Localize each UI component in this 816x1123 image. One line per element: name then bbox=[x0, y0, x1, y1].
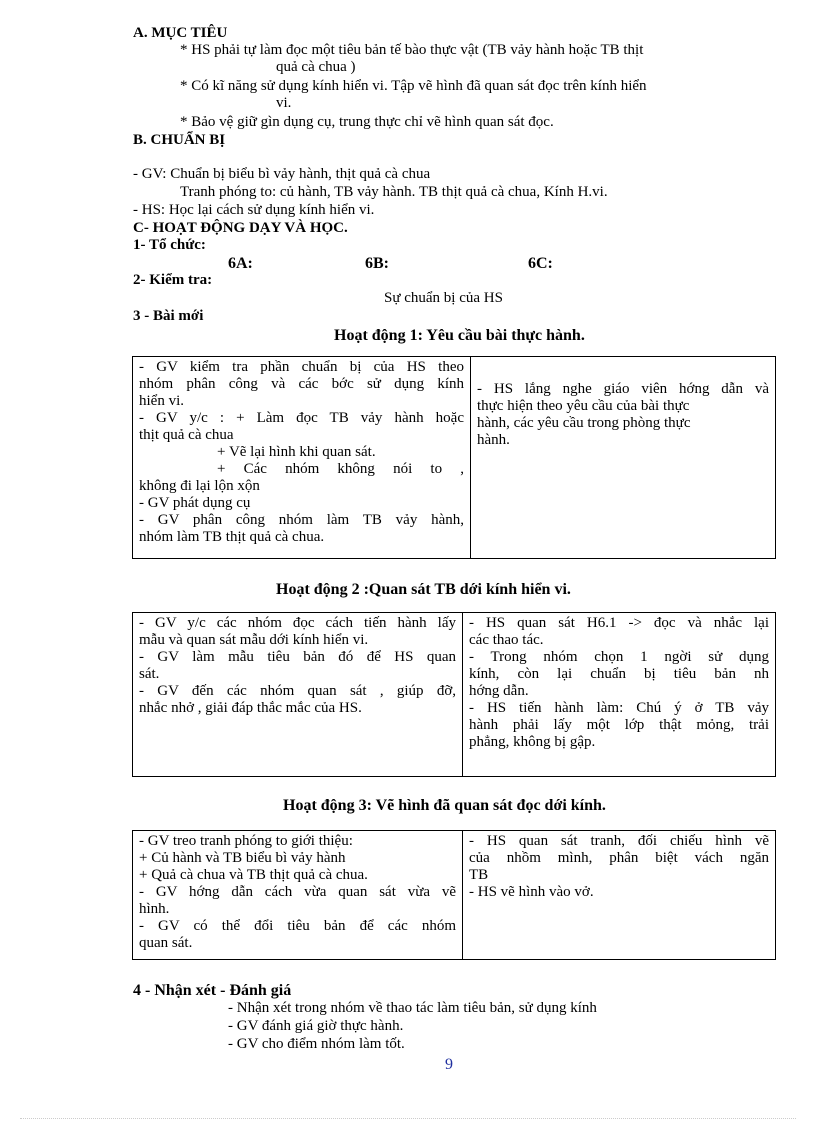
activity-2-student-line: phẳng, không bị gập. bbox=[469, 734, 596, 750]
activity-1-teacher-line: nhóm phân công và các bớc sử dụng kính bbox=[139, 376, 464, 392]
activity-2-student-line: hành phải lấy một lớp thật mỏng, trải bbox=[469, 717, 769, 733]
section-b-title: B. CHUẨN BỊ bbox=[133, 132, 226, 148]
activity-3-teacher-cell bbox=[133, 831, 462, 959]
objective-item-1-cont: quả cà chua ) bbox=[276, 59, 356, 75]
activity-1-student-line: - HS lắng nghe giáo viên hớng dẫn và bbox=[477, 381, 769, 397]
activity-2-student-line: các thao tác. bbox=[469, 632, 544, 648]
footer-divider bbox=[20, 1118, 796, 1119]
activity-2-student-line: - HS quan sát H6.1 -> đọc và nhắc lại bbox=[469, 615, 769, 631]
activity-3-student-line: - HS quan sát tranh, đối chiếu hình vẽ bbox=[469, 833, 769, 849]
objective-item-3: * Bảo vệ giữ gìn dụng cụ, trung thực chỉ vẽ hình quan sát đọc. bbox=[180, 114, 554, 130]
objective-item-2: * Có kĩ năng sử dụng kính hiển vi. Tập vẽ hình đã quan sát đọc trên kính hiển bbox=[180, 78, 647, 94]
activity-2-student-cell bbox=[462, 613, 775, 776]
activity-2-student-line: kính, còn lại chuẩn bị tiêu bản nh bbox=[469, 666, 769, 682]
evaluation-item-1: - Nhận xét trong nhóm về thao tác làm tiêu bản, sử dụng kính bbox=[228, 1000, 597, 1016]
activity-1-teacher-line: + Các nhóm không nói to , bbox=[217, 461, 464, 477]
activity-3-student-cell bbox=[462, 831, 775, 959]
activity-2-teacher-cell bbox=[133, 613, 462, 776]
evaluation-item-3: - GV cho điểm nhóm làm tốt. bbox=[228, 1036, 405, 1052]
activity-1-student-line: hành. bbox=[477, 432, 510, 448]
activity-1-teacher-line: - GV phát dụng cụ bbox=[139, 495, 251, 511]
activity-1-teacher-line: không đi lại lộn xộn bbox=[139, 478, 260, 494]
activity-1-teacher-line: thịt quả cà chua bbox=[139, 427, 234, 443]
activity-2-teacher-line: - GV đến các nhóm quan sát , giúp đỡ, bbox=[139, 683, 456, 699]
activity-1-title: Hoạt động 1: Yêu cầu bài thực hành. bbox=[334, 327, 585, 344]
activity-2-teacher-line: - GV làm mẫu tiêu bản đó để HS quan bbox=[139, 649, 456, 665]
activity-3-student-line: - HS vẽ hình vào vở. bbox=[469, 884, 594, 900]
activity-2-table bbox=[132, 612, 776, 777]
activity-3-teacher-line: + Củ hành và TB biểu bì vảy hành bbox=[139, 850, 346, 866]
prep-item-3: - HS: Học lại cách sử dụng kính hiển vi. bbox=[133, 202, 375, 218]
prep-item-1: - GV: Chuẩn bị biểu bì vảy hành, thịt quả cà chua bbox=[133, 166, 431, 182]
activity-1-teacher-line: hiển vi. bbox=[139, 393, 184, 409]
class-6a: 6A: bbox=[228, 255, 253, 272]
activity-1-teacher-cell bbox=[133, 357, 470, 558]
activity-3-student-line: TB bbox=[469, 867, 489, 883]
objective-item-2-cont: vi. bbox=[276, 95, 292, 111]
activity-3-teacher-line: - GV treo tranh phóng to giới thiệu: bbox=[139, 833, 353, 849]
evaluation-item-2: - GV đánh giá giờ thực hành. bbox=[228, 1018, 404, 1034]
class-6b: 6B: bbox=[365, 255, 389, 272]
activity-3-title: Hoạt động 3: Vẽ hình đã quan sát đọc dới kính. bbox=[283, 797, 606, 814]
activity-1-teacher-line: - GV y/c : + Làm đọc TB vảy hành hoặc bbox=[139, 410, 464, 426]
activity-2-teacher-line: sát. bbox=[139, 666, 160, 682]
check-content: Sự chuẩn bị của HS bbox=[384, 290, 503, 306]
objective-item-1: * HS phải tự làm đọc một tiêu bản tế bào thực vật (TB vảy hành hoặc TB thịt bbox=[180, 42, 644, 58]
activity-2-title: Hoạt động 2 :Quan sát TB dới kính hiển vi. bbox=[276, 581, 571, 598]
page-number: 9 bbox=[445, 1056, 453, 1073]
prep-item-2: Tranh phóng to: củ hành, TB vảy hành. TB thịt quả cà chua, Kính H.vi. bbox=[180, 184, 608, 200]
activity-1-teacher-line: - GV kiểm tra phần chuẩn bị của HS theo bbox=[139, 359, 464, 375]
activity-3-table bbox=[132, 830, 776, 960]
activity-2-teacher-line: - GV y/c các nhóm đọc cách tiến hành lấy bbox=[139, 615, 456, 631]
check-title: 2- Kiểm tra: bbox=[133, 272, 213, 288]
activity-2-student-line: hớng dẫn. bbox=[469, 683, 529, 699]
activity-1-table bbox=[132, 356, 776, 559]
activity-2-student-line: - HS tiến hành làm: Chú ý ở TB vảy bbox=[469, 700, 769, 716]
activity-3-teacher-line: - GV có thể đổi tiêu bản để các nhóm bbox=[139, 918, 456, 934]
activity-1-student-cell bbox=[470, 357, 775, 558]
activity-1-teacher-line: - GV phân công nhóm làm TB vảy hành, bbox=[139, 512, 464, 528]
activity-2-teacher-line: mẫu và quan sát mẫu dới kính hiển vi. bbox=[139, 632, 369, 648]
section-a-title: A. MỤC TIÊU bbox=[133, 25, 228, 41]
new-lesson-title: 3 - Bài mới bbox=[133, 308, 204, 324]
activity-2-teacher-line: nhắc nhở , giải đáp thắc mắc của HS. bbox=[139, 700, 362, 716]
activity-2-student-line: - Trong nhóm chọn 1 ngời sử dụng bbox=[469, 649, 769, 665]
activity-1-student-line: thực hiện theo yêu cầu của bài thực bbox=[477, 398, 690, 414]
activity-3-teacher-line: quan sát. bbox=[139, 935, 193, 951]
activity-3-teacher-line: - GV hớng dẫn cách vừa quan sát vừa vẽ bbox=[139, 884, 456, 900]
activity-3-student-line: của nhồm mình, phân biệt vách ngăn bbox=[469, 850, 769, 866]
activity-1-student-line: hành, các yêu cầu trong phòng thực bbox=[477, 415, 691, 431]
activity-1-teacher-line: + Vẽ lại hình khi quan sát. bbox=[217, 444, 376, 460]
organization-title: 1- Tổ chức: bbox=[133, 237, 206, 253]
activity-3-teacher-line: + Quả cà chua và TB thịt quả cà chua. bbox=[139, 867, 368, 883]
evaluation-title: 4 - Nhận xét - Đánh giá bbox=[133, 982, 292, 999]
class-6c: 6C: bbox=[528, 255, 553, 272]
activity-1-teacher-line: nhóm làm TB thịt quả cà chua. bbox=[139, 529, 325, 545]
section-c-title: C- HOẠT ĐỘNG DẠY VÀ HỌC. bbox=[133, 220, 348, 236]
activity-3-teacher-line: hình. bbox=[139, 901, 170, 917]
